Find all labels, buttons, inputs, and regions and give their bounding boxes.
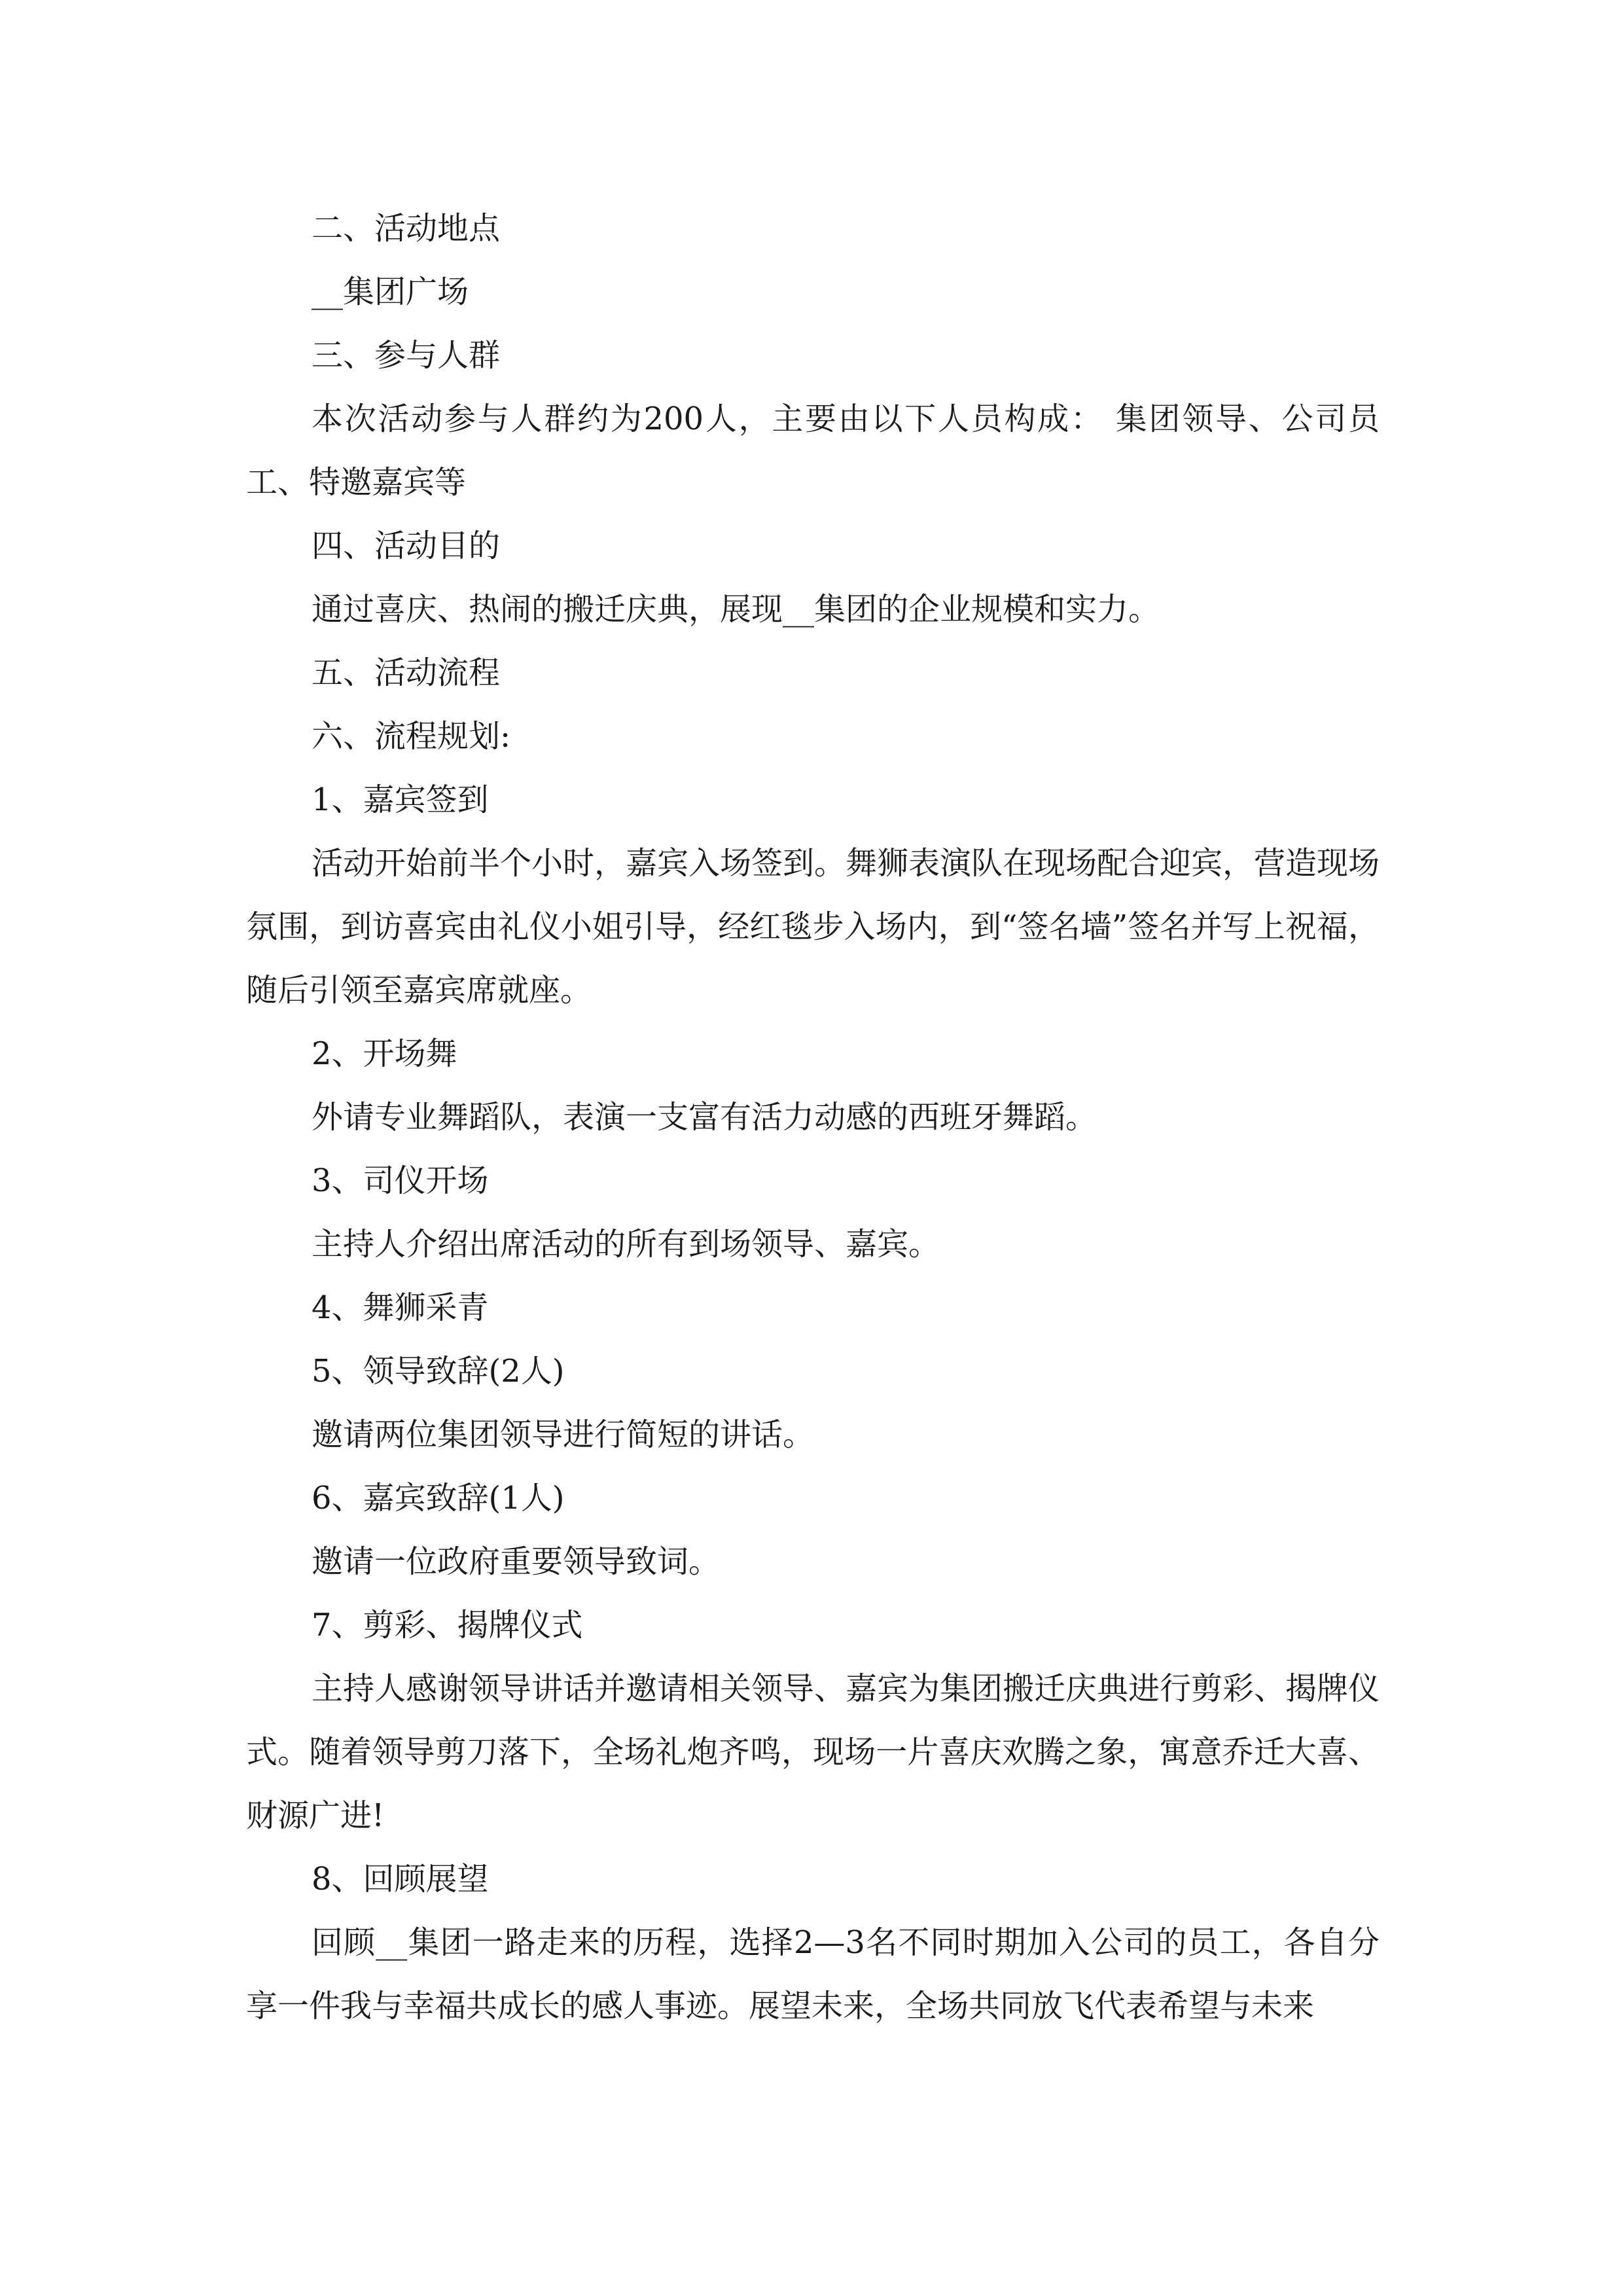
step-heading-1: 1、嘉宾签到: [312, 781, 489, 818]
step-heading-5: 5、领导致辞(2人): [312, 1353, 565, 1390]
paragraph-step-2: 外请专业舞蹈队，表演一支富有活力动感的西班牙舞蹈。: [312, 1099, 1097, 1136]
step-heading-7: 7、剪彩、揭牌仪式: [312, 1607, 583, 1643]
step-heading-8: 8、回顾展望: [312, 1861, 489, 1897]
paragraph-step-6: 邀请一位政府重要领导致词。: [312, 1543, 721, 1580]
paragraph-purpose: 通过喜庆、热闹的搬迁庆典，展现__集团的企业规模和实力。: [312, 591, 1160, 628]
step-heading-6: 6、嘉宾致辞(1人): [312, 1480, 565, 1516]
step-heading-2: 2、开场舞: [312, 1035, 457, 1072]
paragraph-step-3: 主持人介绍出席活动的所有到场领导、嘉宾。: [312, 1226, 940, 1263]
section-heading-participants: 三、参与人群: [312, 337, 501, 374]
paragraph-step-5: 邀请两位集团领导进行简短的讲话。: [312, 1416, 815, 1453]
section-heading-planning: 六、流程规划:: [312, 718, 511, 755]
section-heading-process: 五、活动流程: [312, 655, 501, 691]
step-heading-3: 3、司仪开场: [312, 1162, 489, 1199]
document-body: [246, 197, 1380, 2038]
paragraph-step-7: 主持人感谢领导讲话并邀请相关领导、嘉宾为集团搬迁庆典进行剪彩、揭牌仪式。随着领导剪刀落下，全场礼炮齐鸣，现场一片喜庆欢腾之象，寓意乔迁大喜、财源广进!: [246, 1670, 1380, 1834]
paragraph-step-8: 回顾__集团一路走来的历程，选择2—3名不同时期加入公司的员工，各自分享一件我与幸福共成长的感人事迹。展望未来，全场共同放飞代表希望与未来: [246, 1924, 1380, 2024]
paragraph-participants: 本次活动参与人群约为200人，主要由以下人员构成： 集团领导、公司员工、特邀嘉宾等: [246, 401, 1380, 501]
section-heading-purpose: 四、活动目的: [312, 528, 501, 564]
paragraph-location: __集团广场: [312, 274, 469, 310]
step-heading-4: 4、舞狮采青: [312, 1289, 489, 1326]
paragraph-step-1: 活动开始前半个小时，嘉宾入场签到。舞狮表演队在现场配合迎宾，营造现场氛围，到访喜宾由礼仪小姐引导，经红毯步入场内，到“签名墙”签名并写上祝福，随后引领至嘉宾席就座。: [246, 845, 1380, 1009]
section-heading-location: 二、活动地点: [312, 210, 501, 247]
